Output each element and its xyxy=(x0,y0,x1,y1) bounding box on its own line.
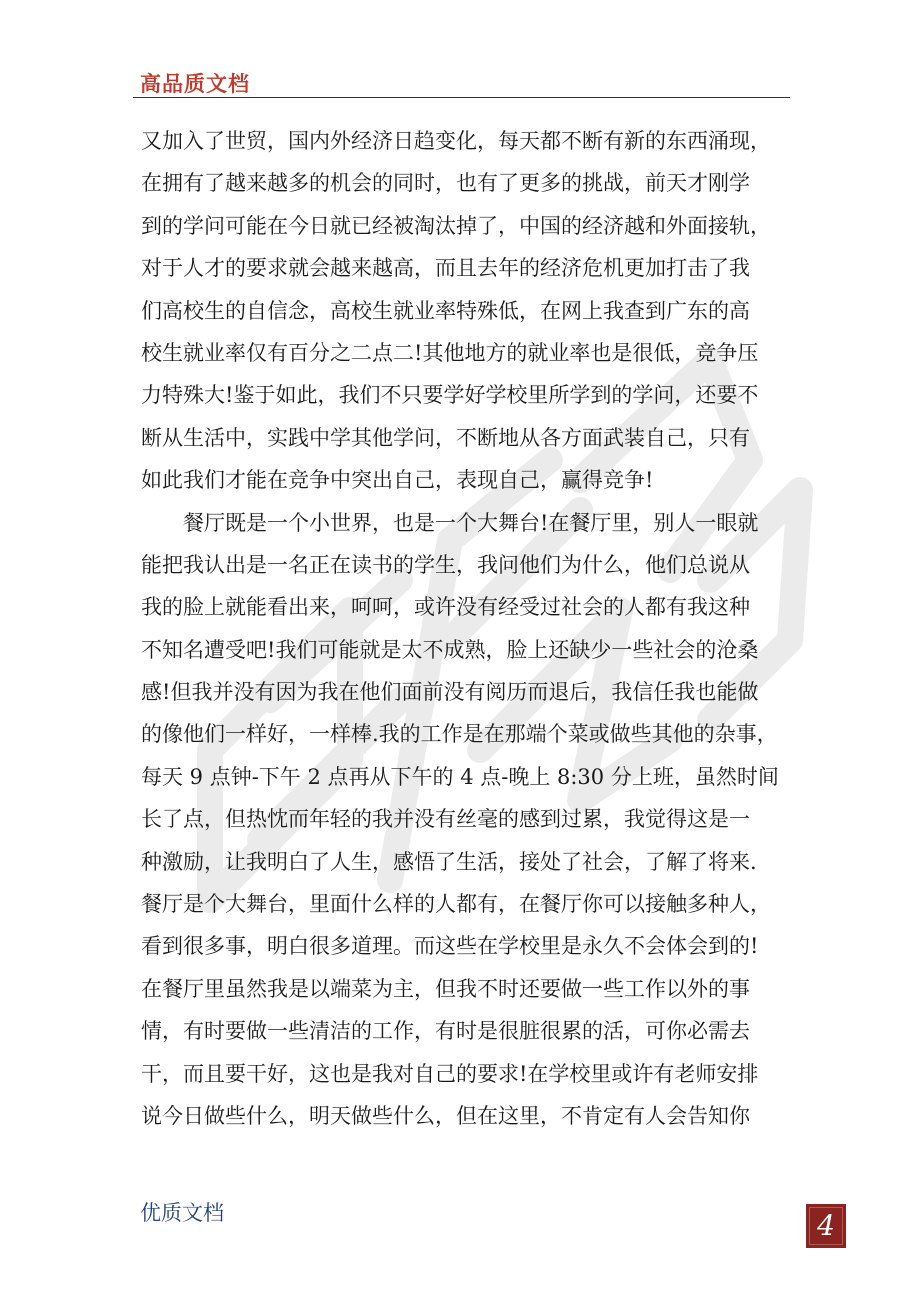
text-line: 干，而且要干好，这也是我对自己的要求!在学校里或许有老师安排 xyxy=(141,1061,759,1086)
header-divider xyxy=(133,97,790,98)
text-line: 又加入了世贸，国内外经济日趋变化，每天都不断有新的东西涌现， xyxy=(141,129,771,153)
page-number-badge: 4 xyxy=(806,1204,846,1248)
text-line: 对于人才的要求就会越来越高，而且去年的经济危机更加打击了我 xyxy=(141,256,750,281)
text-line: 如此我们才能在竞争中突出自己，表现自己，赢得竞争! xyxy=(141,468,654,493)
header-title: 高品质文档 xyxy=(140,72,250,96)
text-line: 在拥有了越来越多的机会的同时，也有了更多的挑战，前天才刚学 xyxy=(141,171,750,196)
text-line: 在餐厅里虽然我是以端菜为主，但我不时还要做一些工作以外的事 xyxy=(141,976,750,1001)
text-line: 餐厅是个大舞台，里面什么样的人都有，在餐厅你可以接触多种人， xyxy=(141,892,771,917)
text-line: 感!但我并没有因为我在他们面前没有阅历而退后，我信任我也能做 xyxy=(141,680,759,705)
text-line: 种激励，让我明白了人生，感悟了生活，接处了社会，了解了将来. xyxy=(141,849,757,874)
footer-title: 优质文档 xyxy=(140,1201,224,1225)
text-line: 校生就业率仅有百分之二点二!其他地方的就业率也是很低，竞争压 xyxy=(141,340,759,365)
text-line: 们高校生的自信念，高校生就业率特殊低，在网上我查到广东的高 xyxy=(141,298,750,323)
text-line: 断从生活中，实践中学其他学问，不断地从各方面武装自己，只有 xyxy=(141,425,750,450)
body-text xyxy=(141,120,781,1137)
text-line: 情，有时要做一些清洁的工作，有时是很脏很累的活，可你必需去 xyxy=(141,1019,750,1044)
text-line: 力特殊大!鉴于如此，我们不只要学好学校里所学到的学问，还要不 xyxy=(141,383,759,408)
text-line: 每天 9 点钟-下午 2 点再从下午的 4 点-晚上 8:30 分上班，虽然时间 xyxy=(141,764,779,789)
text-line: 到的学问可能在今日就已经被淘汰掉了，中国的经济越和外面接轨， xyxy=(141,213,771,238)
text-line: 长了点，但热忱而年轻的我并没有丝毫的感到过累，我觉得这是一 xyxy=(141,807,750,832)
text-line: 我的脸上就能看出来，呵呵，或许没有经受过社会的人都有我这种 xyxy=(141,595,750,620)
text-line: 不知名遭受吧!我们可能就是太不成熟，脸上还缺少一些社会的沧桑 xyxy=(141,637,759,662)
text-line: 看到很多事，明白很多道理。而这些在学校里是永久不会体会到的! xyxy=(141,934,759,959)
text-line: 的像他们一样好，一样棒.我的工作是在那端个菜或做些其他的杂事， xyxy=(141,722,778,747)
text-line: 能把我认出是一名正在读书的学生，我问他们为什么，他们总说从 xyxy=(141,552,750,577)
text-line: 餐厅既是一个小世界，也是一个大舞台!在餐厅里，别人一眼就 xyxy=(141,510,759,535)
text-line: 说今日做些什么，明天做些什么，但在这里，不肯定有人会告知你 xyxy=(141,1103,750,1128)
